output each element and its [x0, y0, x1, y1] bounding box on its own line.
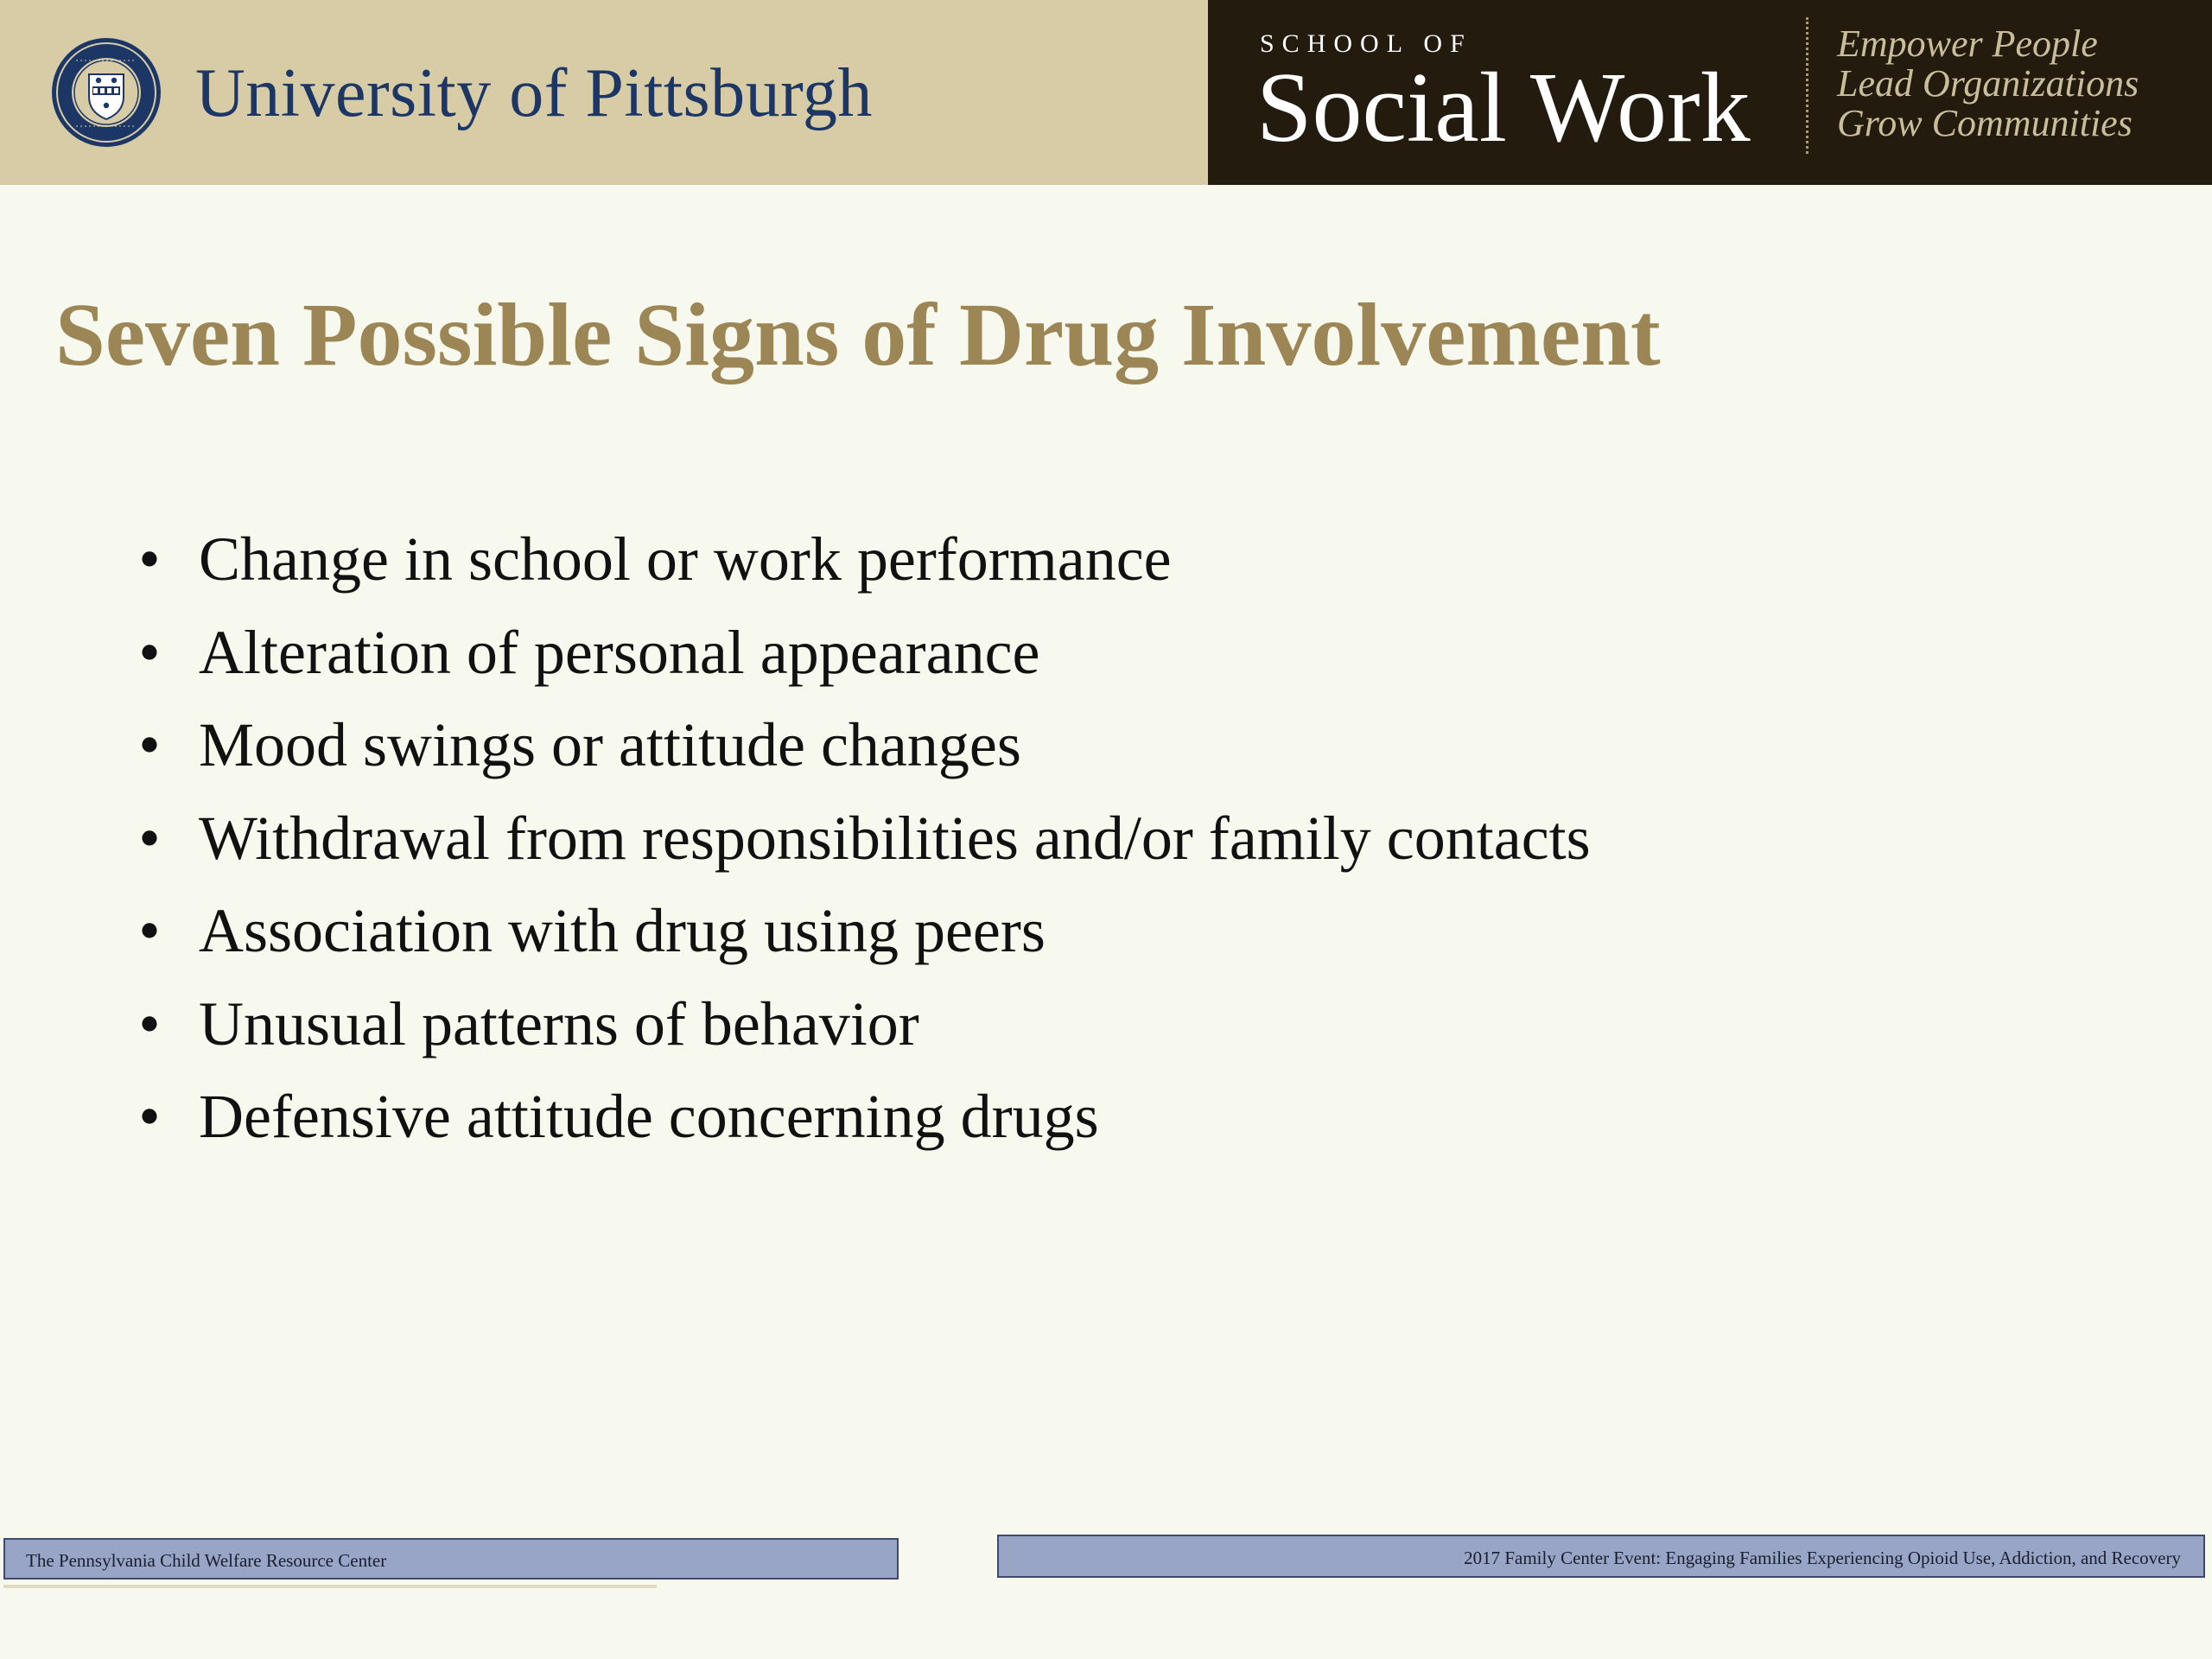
bullet-icon: • [138, 803, 161, 873]
university-banner [0, 0, 1208, 185]
school-name: Social Work [1256, 53, 1751, 163]
bullet-text: Unusual patterns of behavior [199, 988, 919, 1058]
bullet-text: Change in school or work performance [199, 524, 1172, 594]
bullet-text: Defensive attitude concerning drugs [199, 1082, 1099, 1151]
tagline-line: Lead Organizations [1837, 62, 2139, 105]
slide-header [0, 0, 2212, 185]
footer-right-bar [997, 1535, 2205, 1578]
footer-left-bar [3, 1538, 899, 1580]
bullet-text: Association with drug using peers [199, 896, 1046, 965]
bullet-text: Mood swings or attitude changes [199, 710, 1021, 779]
bullet-icon: • [138, 710, 161, 779]
school-of-label: SCHOOL OF [1260, 29, 1472, 58]
slide-title: Seven Possible Signs of Drug Involvement [55, 285, 1661, 385]
school-banner [1208, 0, 2212, 185]
bullet-icon: • [138, 896, 161, 965]
bullet-icon: • [138, 617, 161, 687]
tagline-line: Grow Communities [1837, 102, 2133, 144]
bullet-text: Withdrawal from responsibilities and/or family contacts [199, 803, 1591, 873]
bullet-text: Alteration of personal appearance [199, 617, 1040, 687]
bullet-icon: • [138, 524, 161, 594]
footer-underline [3, 1585, 657, 1588]
footer-organization: The Pennsylvania Child Welfare Resource Center [26, 1550, 387, 1571]
bullet-icon: • [138, 988, 161, 1058]
bullet-icon: • [138, 1082, 161, 1151]
tagline-line: Empower People [1837, 22, 2098, 65]
header-divider [1806, 17, 1808, 154]
university-name: University of Pittsburgh [195, 55, 873, 131]
footer-event-name: 2017 Family Center Event: Engaging Families Experiencing Opioid Use, Addiction, and Recovery [1464, 1548, 2181, 1568]
school-tagline [1837, 24, 2139, 143]
university-seal-icon [50, 36, 162, 149]
